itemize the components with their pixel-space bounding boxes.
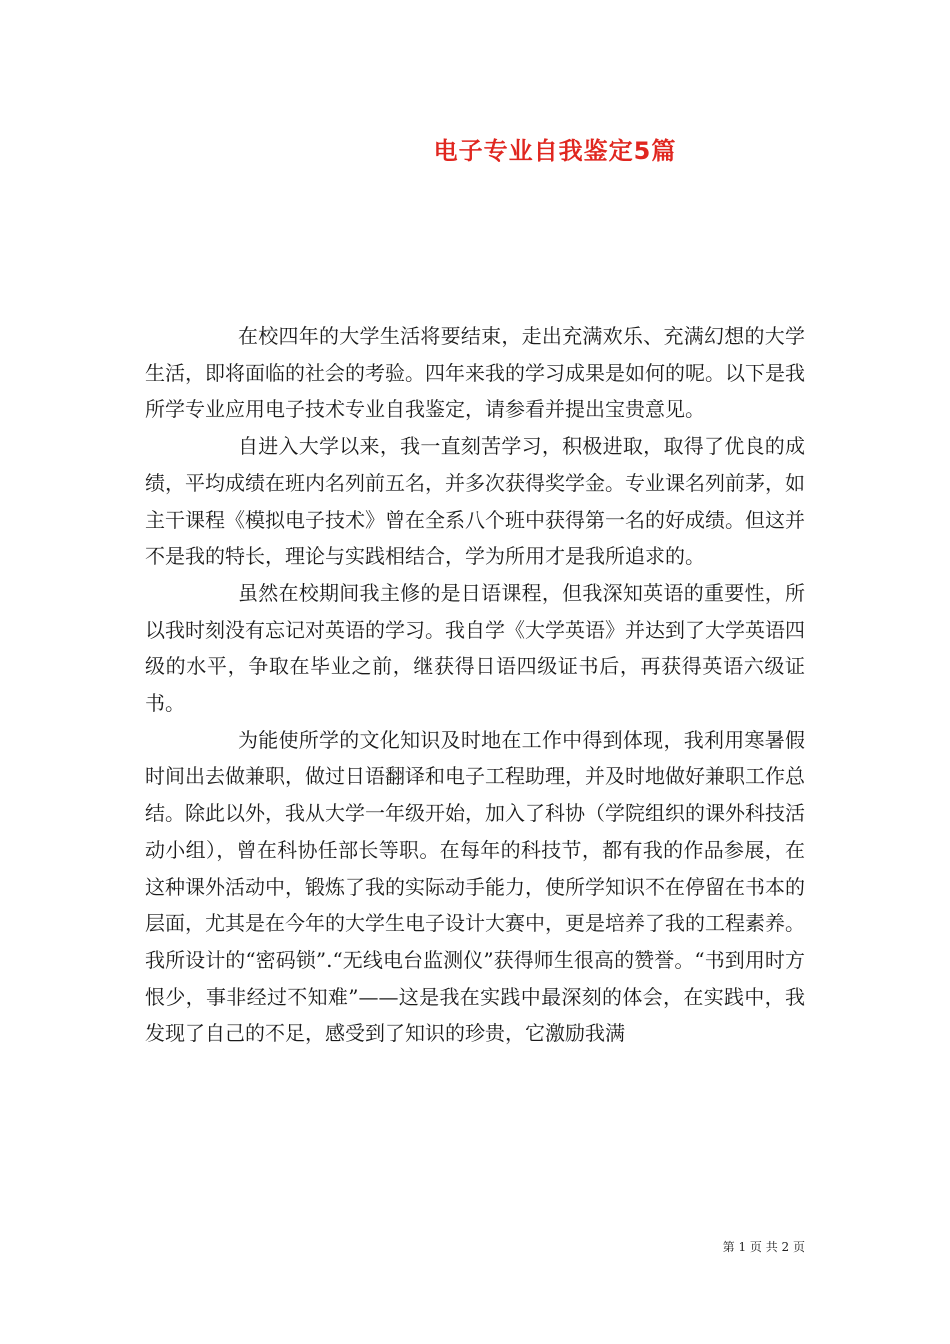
page-footer: 第 1 页 共 2 页 bbox=[722, 1240, 805, 1254]
document-body bbox=[145, 318, 805, 1052]
paragraph-1: 在校四年的大学生活将要结束，走出充满欢乐、充满幻想的大学生活，即将面临的社会的考验。四年来我的学习成果是如何的呢。以下是我所学专业应用电子技术专业自我鉴定，请参看并提出宝贵意见。 bbox=[145, 324, 805, 422]
document-title: 电子专业自我鉴定5篇 bbox=[433, 137, 677, 165]
paragraph-3: 虽然在校期间我主修的是日语课程，但我深知英语的重要性，所以我时刻没有忘记对英语的学习。我自学《大学英语》并达到了大学英语四级的水平，争取在毕业之前，继获得日语四级证书后，再获得英语六级证书。 bbox=[145, 580, 805, 716]
paragraph-4: 为能使所学的文化知识及时地在工作中得到体现，我利用寒暑假时间出去做兼职，做过日语翻译和电子工程助理，并及时地做好兼职工作总结。除此以外，我从大学一年级开始，加入了科协（学院组织的课外科技活动小组），曾在科协任部长等职。在每年的科技节，都有我的作品参展，在这种课外活动中，锻炼了我的实际动手能力，使所学知识不在停留在书本的层面，尤其是在今年的大学生电子设计大赛中，更是培养了我的工程素养。我所设计的“密码锁”.“无线电台监测仪”获得师生很高的赞誉。“书到用时方恨少，事非经过不知难”——这是我在实践中最深刻的体会，在实践中，我发现了自己的不足，感受到了知识的珍贵，它激励我满 bbox=[145, 727, 805, 1046]
paragraph-2: 自进入大学以来，我一直刻苦学习，积极进取，取得了优良的成绩，平均成绩在班内名列前五名，并多次获得奖学金。专业课名列前茅，如主干课程《模拟电子技术》曾在全系八个班中获得第一名的好成绩。但这并不是我的特长，理论与实践相结合，学为所用才是我所追求的。 bbox=[145, 434, 805, 569]
